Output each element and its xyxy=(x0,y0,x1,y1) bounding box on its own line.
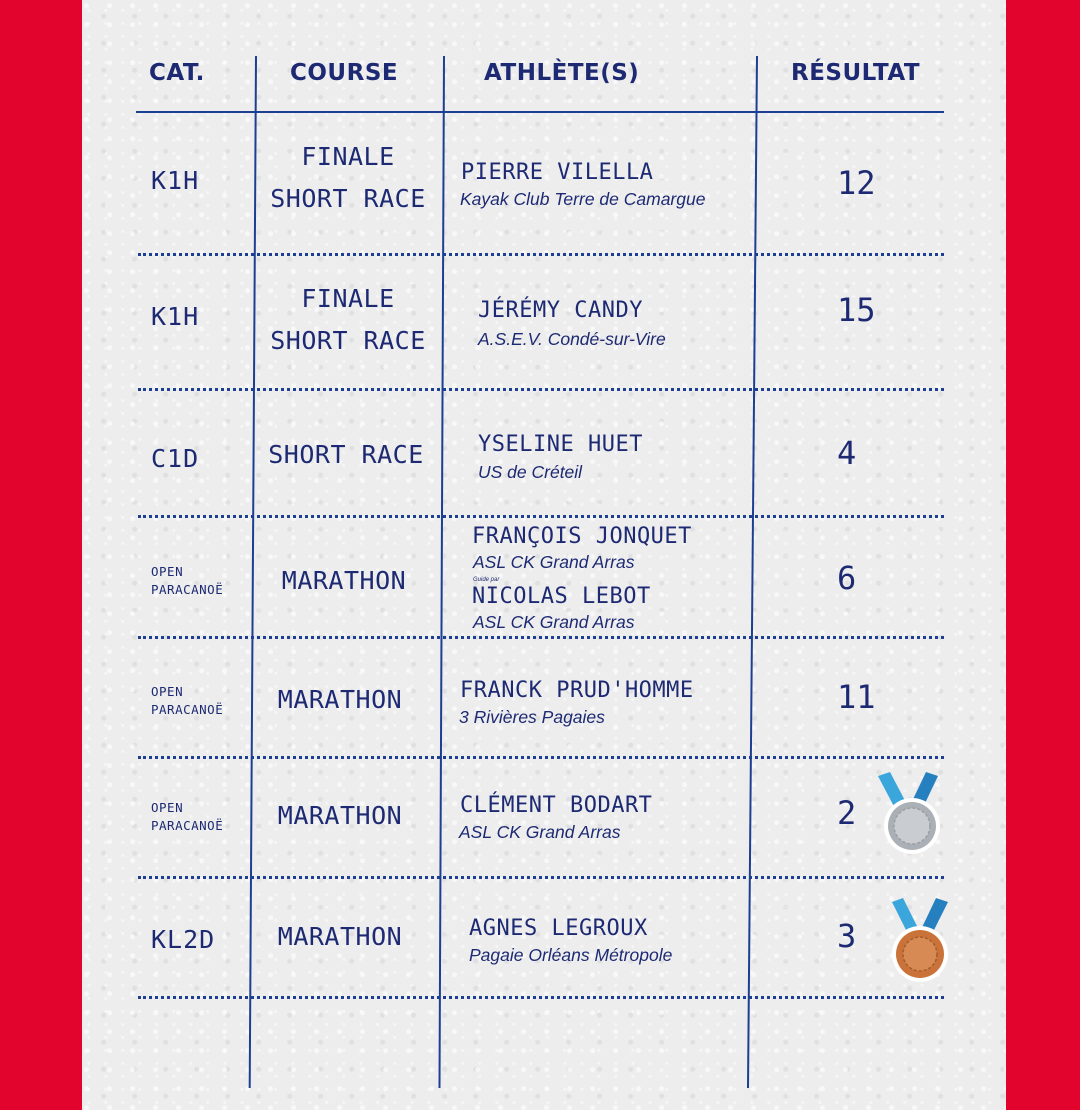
cat-line: OPEN xyxy=(151,800,184,815)
row-course: MARATHON xyxy=(281,566,407,595)
row-course: MARATHON xyxy=(277,685,403,714)
header-result: RÉSULTAT xyxy=(791,60,921,86)
row-divider xyxy=(138,515,944,518)
result-value: 11 xyxy=(837,678,876,716)
athlete-name: PIERRE VILELLA xyxy=(461,160,654,185)
guide-name: NICOLAS LEBOT xyxy=(472,584,651,609)
course-line: SHORT RACE xyxy=(270,184,426,213)
athlete-name: JÉRÉMY CANDY xyxy=(478,298,643,323)
header-athletes: ATHLÈTE(S) xyxy=(484,60,640,86)
result-value: 6 xyxy=(837,559,857,597)
athlete-club: US de Créteil xyxy=(478,462,583,482)
row-cat: K1H xyxy=(151,166,200,195)
course-line: FINALE xyxy=(301,284,395,313)
athlete-name: AGNES LEGROUX xyxy=(469,916,648,941)
row-divider xyxy=(138,996,944,999)
row-course: MARATHON xyxy=(277,801,403,830)
guide-club: ASL CK Grand Arras xyxy=(473,612,635,632)
silver-medal-icon xyxy=(874,770,944,860)
row-divider xyxy=(138,253,944,256)
result-value: 12 xyxy=(837,164,876,202)
header-course: COURSE xyxy=(290,60,399,86)
cat-line: OPEN xyxy=(151,564,184,579)
course-line: SHORT RACE xyxy=(270,326,426,355)
result-value: 3 xyxy=(837,917,857,955)
result-value: 15 xyxy=(837,291,876,329)
athlete-club: Pagaie Orléans Métropole xyxy=(469,945,673,965)
athlete-club: ASL CK Grand Arras xyxy=(473,552,635,572)
cat-line: PARACANOË xyxy=(151,582,224,597)
cat-line: OPEN xyxy=(151,684,184,699)
row-divider xyxy=(138,876,944,879)
cat-line: PARACANOË xyxy=(151,702,224,717)
row-course: SHORT RACE xyxy=(268,440,424,469)
result-value: 4 xyxy=(837,434,857,472)
athlete-name: FRANÇOIS JONQUET xyxy=(472,524,692,549)
athlete-club: 3 Rivières Pagaies xyxy=(459,707,605,727)
course-line: FINALE xyxy=(301,142,395,171)
row-cat xyxy=(151,563,223,599)
athlete-name: CLÉMENT BODART xyxy=(460,793,653,818)
row-course xyxy=(256,278,440,362)
row-cat: C1D xyxy=(151,444,200,473)
athlete-name: FRANCK PRUD'HOMME xyxy=(460,678,694,703)
athlete-club: ASL CK Grand Arras xyxy=(459,822,621,842)
row-course: MARATHON xyxy=(277,922,403,951)
athlete-club: Kayak Club Terre de Camargue xyxy=(460,189,706,209)
row-cat: K1H xyxy=(151,302,200,331)
cat-line: PARACANOË xyxy=(151,818,224,833)
guide-label: Guide par xyxy=(473,577,500,583)
athlete-name: YSELINE HUET xyxy=(478,432,643,457)
athlete-club: A.S.E.V. Condé-sur-Vire xyxy=(478,329,666,349)
row-cat: KL2D xyxy=(151,925,216,954)
row-divider xyxy=(138,388,944,391)
row-course xyxy=(256,136,440,220)
row-divider xyxy=(138,756,944,759)
header-cat: CAT. xyxy=(149,60,205,86)
row-divider xyxy=(138,636,944,639)
header-underline xyxy=(136,111,944,113)
bronze-medal-icon xyxy=(888,898,952,984)
result-value: 2 xyxy=(837,794,857,832)
row-cat xyxy=(151,799,223,835)
row-cat xyxy=(151,683,223,719)
